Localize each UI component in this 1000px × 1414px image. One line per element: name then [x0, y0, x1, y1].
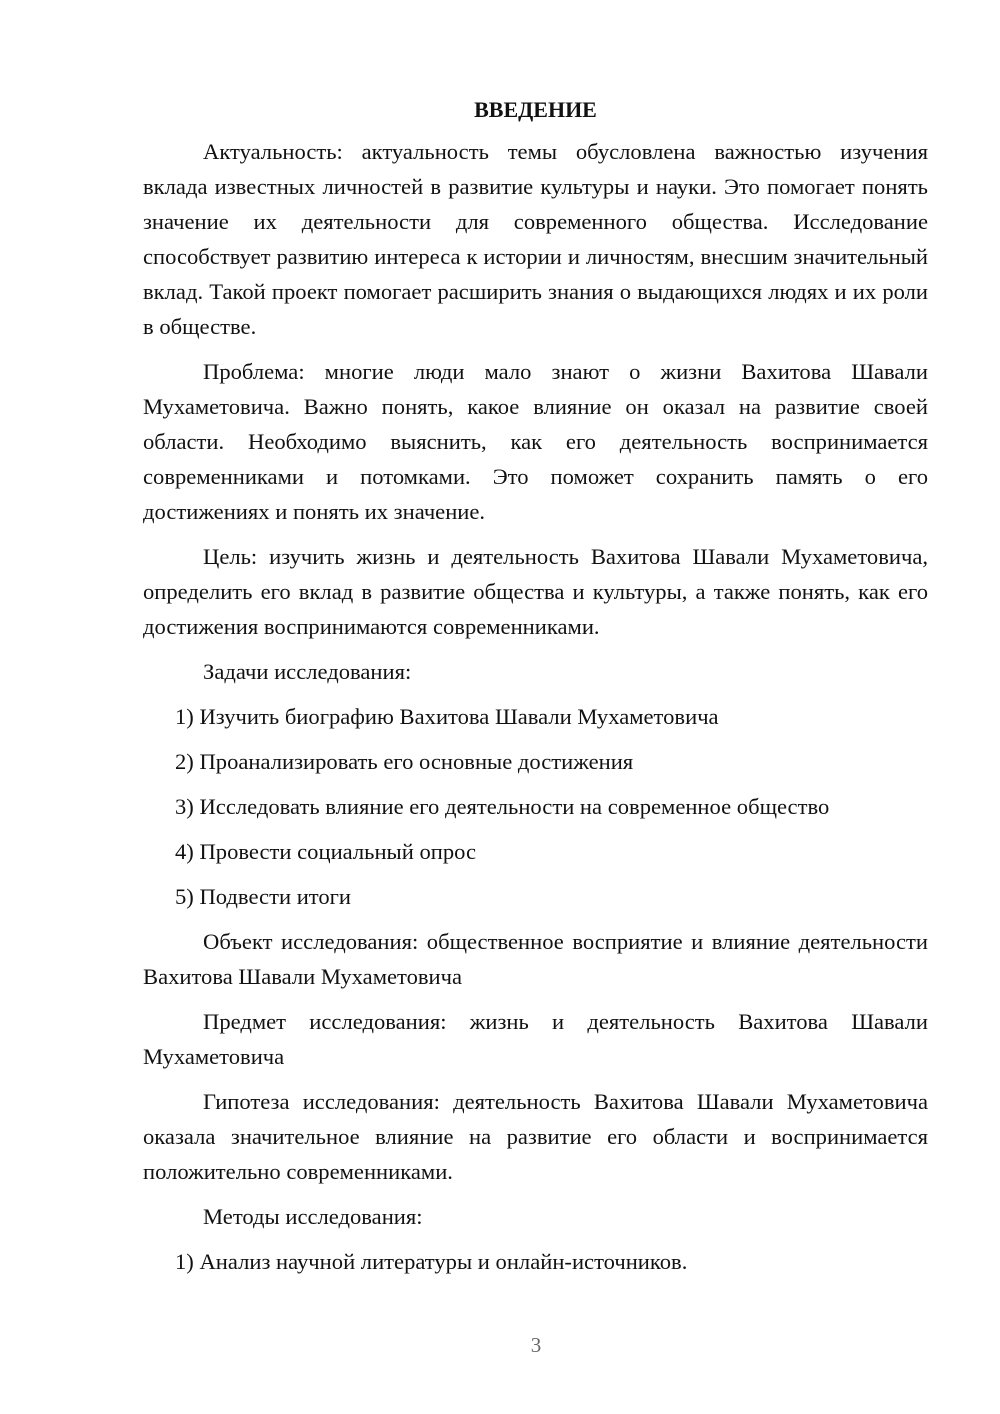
page-number: 3	[530, 1333, 542, 1357]
tasks-heading: Задачи исследования:	[203, 659, 412, 684]
subject-paragraph: Предмет исследования: жизнь и деятельность Вахитова Шавали Мухаметовича	[143, 1009, 928, 1069]
method-item-1: 1) Анализ научной литературы и онлайн-источников.	[175, 1249, 688, 1274]
goal-paragraph: Цель: изучить жизнь и деятельность Вахитова Шавали Мухаметовича, определить его вклад в развитие общества и культуры, а также понять, как его достижения воспринимаются современниками.	[143, 544, 928, 639]
task-item-2: 2) Проанализировать его основные достижения	[175, 749, 634, 774]
task-item-4: 4) Провести социальный опрос	[175, 839, 477, 864]
task-item-3: 3) Исследовать влияние его деятельности на современное общество	[175, 794, 830, 819]
object-paragraph: Объект исследования: общественное восприятие и влияние деятельности Вахитова Шавали Мухаметовича	[143, 929, 928, 989]
problem-paragraph: Проблема: многие люди мало знают о жизни Вахитова Шавали Мухаметовича. Важно понять, какое влияние он оказал на развитие своей области. Необходимо выяснить, как его деятельность воспринимается современниками и потомками. Это поможет сохранить память о его достижениях и понять их значение.	[143, 359, 928, 524]
task-item-1: 1) Изучить биографию Вахитова Шавали Мухаметовича	[175, 704, 719, 729]
relevance-paragraph: Актуальность: актуальность темы обусловлена важностью изучения вклада известных личностей в развитие культуры и науки. Это помогает понять значение их деятельности для современного общества. Исследование способствует развитию интереса к истории и личностям, внесшим значительный вклад. Такой проект помогает расширить знания о выдающихся людях и их роли в обществе.	[143, 139, 928, 339]
page-content	[143, 94, 928, 1279]
task-item-5: 5) Подвести итоги	[175, 884, 352, 909]
hypothesis-paragraph: Гипотеза исследования: деятельность Вахитова Шавали Мухаметовича оказала значительное влияние на развитие его области и воспринимается положительно современниками.	[143, 1089, 928, 1184]
methods-heading: Методы исследования:	[203, 1204, 423, 1229]
page-title: ВВЕДЕНИЕ	[474, 97, 597, 122]
